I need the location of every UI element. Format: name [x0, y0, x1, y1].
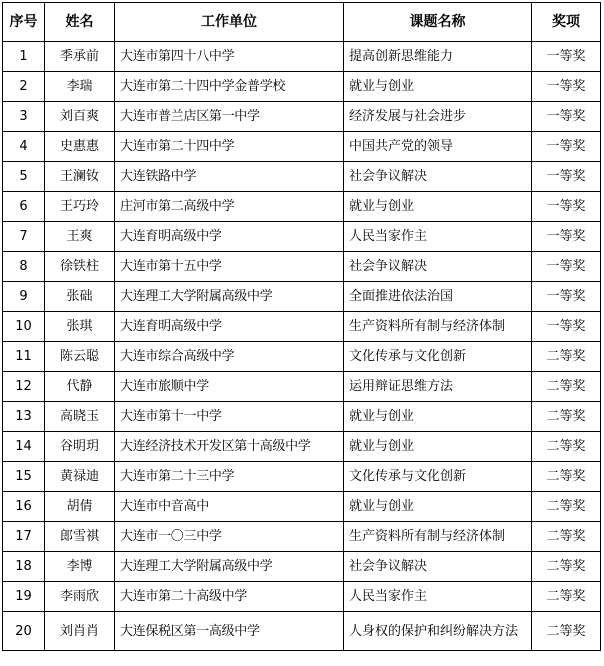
- cell-topic: 社会争议解决: [344, 252, 532, 282]
- cell-topic: 全面推进依法治国: [344, 282, 532, 312]
- table-row: [3, 192, 601, 222]
- cell-no: 6: [3, 192, 45, 222]
- table-row: [3, 492, 601, 522]
- table-row: [3, 552, 601, 582]
- cell-award: 一等奖: [532, 42, 601, 72]
- cell-unit: 大连理工大学附属高级中学: [115, 552, 344, 582]
- cell-unit: 大连经济技术开发区第十高级中学: [115, 432, 344, 462]
- header-no: 序号: [3, 3, 45, 42]
- cell-topic: 人民当家作主: [344, 582, 532, 612]
- cell-no: 16: [3, 492, 45, 522]
- table-row: [3, 72, 601, 102]
- cell-topic: 经济发展与社会进步: [344, 102, 532, 132]
- cell-award: 二等奖: [532, 402, 601, 432]
- awards-table: [2, 2, 601, 651]
- cell-no: 17: [3, 522, 45, 552]
- table-row: [3, 282, 601, 312]
- cell-no: 8: [3, 252, 45, 282]
- cell-award: 一等奖: [532, 162, 601, 192]
- cell-name: 高晓玉: [45, 402, 115, 432]
- cell-name: 王澜钕: [45, 162, 115, 192]
- cell-award: 一等奖: [532, 102, 601, 132]
- header-topic: 课题名称: [344, 3, 532, 42]
- cell-topic: 就业与创业: [344, 72, 532, 102]
- cell-topic: 就业与创业: [344, 402, 532, 432]
- cell-name: 陈云聪: [45, 342, 115, 372]
- table-row: [3, 222, 601, 252]
- cell-no: 20: [3, 612, 45, 651]
- cell-no: 1: [3, 42, 45, 72]
- cell-topic: 运用辩证思维方法: [344, 372, 532, 402]
- cell-unit: 大连市第二十高级中学: [115, 582, 344, 612]
- table-body: [3, 42, 601, 651]
- cell-unit: 大连保税区第一高级中学: [115, 612, 344, 651]
- cell-name: 李瑞: [45, 72, 115, 102]
- cell-topic: 社会争议解决: [344, 162, 532, 192]
- cell-name: 李博: [45, 552, 115, 582]
- header-unit: 工作单位: [115, 3, 344, 42]
- cell-award: 一等奖: [532, 192, 601, 222]
- cell-unit: 大连市第二十三中学: [115, 462, 344, 492]
- cell-name: 郎雪祺: [45, 522, 115, 552]
- cell-name: 李雨欣: [45, 582, 115, 612]
- cell-award: 二等奖: [532, 552, 601, 582]
- cell-name: 徐铁柱: [45, 252, 115, 282]
- cell-unit: 大连市第二十四中学: [115, 132, 344, 162]
- cell-no: 12: [3, 372, 45, 402]
- cell-unit: 大连育明高级中学: [115, 312, 344, 342]
- awards-sheet: [2, 2, 601, 651]
- cell-award: 二等奖: [532, 462, 601, 492]
- table-row: [3, 582, 601, 612]
- header-award: 奖项: [532, 3, 601, 42]
- cell-name: 刘肖肖: [45, 612, 115, 651]
- cell-no: 2: [3, 72, 45, 102]
- cell-unit: 大连铁路中学: [115, 162, 344, 192]
- cell-topic: 人民当家作主: [344, 222, 532, 252]
- cell-topic: 就业与创业: [344, 432, 532, 462]
- cell-topic: 生产资料所有制与经济体制: [344, 522, 532, 552]
- cell-no: 14: [3, 432, 45, 462]
- cell-topic: 就业与创业: [344, 492, 532, 522]
- cell-unit: 大连市第二十四中学金普学校: [115, 72, 344, 102]
- header-row: [3, 3, 601, 42]
- table-row: [3, 432, 601, 462]
- table-row: [3, 162, 601, 192]
- cell-award: 二等奖: [532, 492, 601, 522]
- table-row: [3, 612, 601, 651]
- cell-no: 3: [3, 102, 45, 132]
- cell-no: 11: [3, 342, 45, 372]
- table-row: [3, 372, 601, 402]
- cell-award: 二等奖: [532, 342, 601, 372]
- cell-award: 二等奖: [532, 372, 601, 402]
- table-row: [3, 42, 601, 72]
- table-row: [3, 312, 601, 342]
- cell-no: 9: [3, 282, 45, 312]
- cell-topic: 文化传承与文化创新: [344, 462, 532, 492]
- cell-no: 18: [3, 552, 45, 582]
- cell-no: 7: [3, 222, 45, 252]
- cell-unit: 大连市第十五中学: [115, 252, 344, 282]
- cell-award: 二等奖: [532, 522, 601, 552]
- cell-topic: 中国共产党的领导: [344, 132, 532, 162]
- cell-topic: 提高创新思维能力: [344, 42, 532, 72]
- cell-no: 4: [3, 132, 45, 162]
- cell-award: 一等奖: [532, 132, 601, 162]
- table-row: [3, 522, 601, 552]
- cell-unit: 大连理工大学附属高级中学: [115, 282, 344, 312]
- cell-unit: 大连市旅顺中学: [115, 372, 344, 402]
- table-row: [3, 102, 601, 132]
- cell-unit: 大连市综合高级中学: [115, 342, 344, 372]
- cell-award: 一等奖: [532, 282, 601, 312]
- cell-unit: 庄河市第二高级中学: [115, 192, 344, 222]
- cell-unit: 大连市第四十八中学: [115, 42, 344, 72]
- cell-no: 19: [3, 582, 45, 612]
- cell-unit: 大连市中音高中: [115, 492, 344, 522]
- cell-name: 刘百爽: [45, 102, 115, 132]
- cell-award: 二等奖: [532, 582, 601, 612]
- table-row: [3, 252, 601, 282]
- cell-award: 二等奖: [532, 612, 601, 651]
- cell-name: 代静: [45, 372, 115, 402]
- cell-no: 13: [3, 402, 45, 432]
- cell-name: 王爽: [45, 222, 115, 252]
- cell-name: 胡倩: [45, 492, 115, 522]
- cell-award: 一等奖: [532, 72, 601, 102]
- cell-topic: 人身权的保护和纠纷解决方法: [344, 612, 532, 651]
- table-row: [3, 342, 601, 372]
- table-row: [3, 402, 601, 432]
- cell-topic: 就业与创业: [344, 192, 532, 222]
- header-name: 姓名: [45, 3, 115, 42]
- cell-topic: 社会争议解决: [344, 552, 532, 582]
- cell-award: 一等奖: [532, 252, 601, 282]
- cell-name: 谷明玥: [45, 432, 115, 462]
- cell-no: 5: [3, 162, 45, 192]
- cell-name: 张础: [45, 282, 115, 312]
- cell-unit: 大连市普兰店区第一中学: [115, 102, 344, 132]
- cell-no: 10: [3, 312, 45, 342]
- cell-name: 张琪: [45, 312, 115, 342]
- cell-unit: 大连育明高级中学: [115, 222, 344, 252]
- cell-unit: 大连市第十一中学: [115, 402, 344, 432]
- cell-name: 黄禄迪: [45, 462, 115, 492]
- cell-award: 一等奖: [532, 312, 601, 342]
- cell-name: 王巧玲: [45, 192, 115, 222]
- cell-award: 二等奖: [532, 432, 601, 462]
- cell-name: 史惠惠: [45, 132, 115, 162]
- table-row: [3, 462, 601, 492]
- cell-unit: 大连市一〇三中学: [115, 522, 344, 552]
- cell-award: 一等奖: [532, 222, 601, 252]
- cell-topic: 生产资料所有制与经济体制: [344, 312, 532, 342]
- cell-topic: 文化传承与文化创新: [344, 342, 532, 372]
- cell-no: 15: [3, 462, 45, 492]
- table-row: [3, 132, 601, 162]
- cell-name: 季承前: [45, 42, 115, 72]
